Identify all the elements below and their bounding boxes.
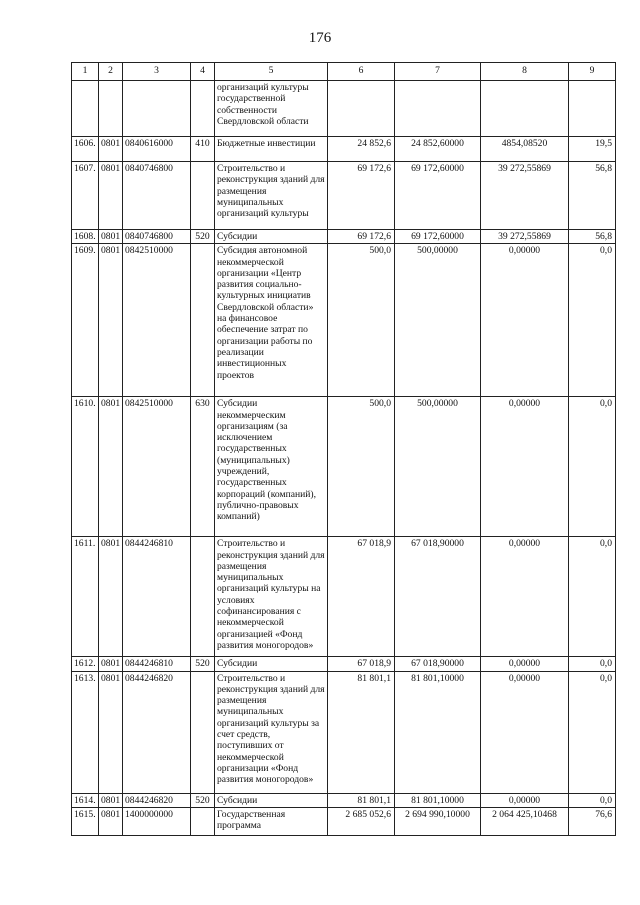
cell-section: 0801 bbox=[99, 137, 123, 162]
cell-section: 0801 bbox=[99, 230, 123, 244]
column-header: 5 bbox=[215, 63, 328, 81]
cell-expense-type: 630 bbox=[191, 397, 215, 537]
cell-section: 0801 bbox=[99, 793, 123, 807]
cell-executed: 2 064 425,10468 bbox=[481, 807, 569, 835]
cell-name: Субсидии bbox=[215, 657, 328, 671]
column-header: 6 bbox=[328, 63, 395, 81]
budget-table bbox=[71, 62, 616, 836]
cell-name: Субсидии bbox=[215, 230, 328, 244]
header-row bbox=[72, 63, 616, 81]
table-row bbox=[72, 793, 616, 807]
table-row bbox=[72, 657, 616, 671]
cell-expense-type bbox=[191, 537, 215, 657]
cell-expense-type bbox=[191, 81, 215, 137]
cell-section: 0801 bbox=[99, 162, 123, 230]
cell-percent bbox=[569, 81, 616, 137]
cell-percent: 56,8 bbox=[569, 230, 616, 244]
cell-percent: 0,0 bbox=[569, 537, 616, 657]
cell-number: 1612. bbox=[72, 657, 99, 671]
page-number: 176 bbox=[308, 30, 332, 46]
column-header: 4 bbox=[191, 63, 215, 81]
cell-number: 1606. bbox=[72, 137, 99, 162]
cell-executed: 0,00000 bbox=[481, 537, 569, 657]
table-row bbox=[72, 162, 616, 230]
cell-approved: 2 694 990,10000 bbox=[395, 807, 481, 835]
cell-number: 1614. bbox=[72, 793, 99, 807]
cell-plan: 81 801,1 bbox=[328, 671, 395, 793]
cell-approved: 24 852,60000 bbox=[395, 137, 481, 162]
cell-name: Государственная программа bbox=[215, 807, 328, 835]
cell-number bbox=[72, 81, 99, 137]
cell-section: 0801 bbox=[99, 657, 123, 671]
cell-approved: 81 801,10000 bbox=[395, 671, 481, 793]
cell-executed: 4854,08520 bbox=[481, 137, 569, 162]
cell-number: 1609. bbox=[72, 244, 99, 397]
table-row bbox=[72, 671, 616, 793]
cell-section: 0801 bbox=[99, 397, 123, 537]
table-row bbox=[72, 81, 616, 137]
cell-plan: 67 018,9 bbox=[328, 537, 395, 657]
cell-plan: 81 801,1 bbox=[328, 793, 395, 807]
table-row bbox=[72, 537, 616, 657]
table-row bbox=[72, 397, 616, 537]
cell-percent: 19,5 bbox=[569, 137, 616, 162]
cell-percent: 0,0 bbox=[569, 397, 616, 537]
cell-executed: 39 272,55869 bbox=[481, 162, 569, 230]
cell-target-code: 0844246820 bbox=[123, 793, 191, 807]
column-header: 2 bbox=[99, 63, 123, 81]
cell-percent: 76,6 bbox=[569, 807, 616, 835]
cell-section bbox=[99, 81, 123, 137]
cell-name: Субсидия автономной некоммерческой организации «Центр развития социально-культурных инициатив Свердловской области» на финансовое обеспечение затрат по организации работы по реализации инвестиционных проектов bbox=[215, 244, 328, 397]
cell-number: 1613. bbox=[72, 671, 99, 793]
cell-number: 1608. bbox=[72, 230, 99, 244]
cell-percent: 0,0 bbox=[569, 244, 616, 397]
cell-target-code: 0844246810 bbox=[123, 537, 191, 657]
cell-percent: 0,0 bbox=[569, 657, 616, 671]
cell-executed: 39 272,55869 bbox=[481, 230, 569, 244]
cell-target-code: 0842510000 bbox=[123, 244, 191, 397]
cell-approved bbox=[395, 81, 481, 137]
cell-plan: 500,0 bbox=[328, 244, 395, 397]
table-row bbox=[72, 244, 616, 397]
cell-approved: 67 018,90000 bbox=[395, 657, 481, 671]
cell-name: Субсидии bbox=[215, 793, 328, 807]
cell-target-code: 1400000000 bbox=[123, 807, 191, 835]
cell-expense-type bbox=[191, 671, 215, 793]
cell-percent: 0,0 bbox=[569, 671, 616, 793]
table-row bbox=[72, 137, 616, 162]
cell-expense-type bbox=[191, 244, 215, 397]
cell-plan: 69 172,6 bbox=[328, 162, 395, 230]
cell-target-code: 0840746800 bbox=[123, 162, 191, 230]
column-header: 3 bbox=[123, 63, 191, 81]
cell-plan: 24 852,6 bbox=[328, 137, 395, 162]
cell-name: Бюджетные инвестиции bbox=[215, 137, 328, 162]
column-header: 7 bbox=[395, 63, 481, 81]
cell-approved: 69 172,60000 bbox=[395, 230, 481, 244]
cell-plan bbox=[328, 81, 395, 137]
cell-expense-type: 520 bbox=[191, 657, 215, 671]
cell-section: 0801 bbox=[99, 807, 123, 835]
cell-executed: 0,00000 bbox=[481, 397, 569, 537]
cell-plan: 2 685 052,6 bbox=[328, 807, 395, 835]
cell-approved: 67 018,90000 bbox=[395, 537, 481, 657]
cell-expense-type bbox=[191, 807, 215, 835]
cell-section: 0801 bbox=[99, 537, 123, 657]
cell-expense-type: 520 bbox=[191, 793, 215, 807]
cell-section: 0801 bbox=[99, 244, 123, 397]
cell-name: Строительство и реконструкция зданий для размещения муниципальных организаций культуры на условиях софинансирования с некоммерческой организацией «Фонд развития моногородов» bbox=[215, 537, 328, 657]
cell-number: 1607. bbox=[72, 162, 99, 230]
cell-section: 0801 bbox=[99, 671, 123, 793]
cell-target-code: 0840616000 bbox=[123, 137, 191, 162]
cell-target-code: 0844246820 bbox=[123, 671, 191, 793]
cell-executed: 0,00000 bbox=[481, 657, 569, 671]
cell-expense-type bbox=[191, 162, 215, 230]
cell-executed: 0,00000 bbox=[481, 244, 569, 397]
cell-target-code bbox=[123, 81, 191, 137]
cell-number: 1610. bbox=[72, 397, 99, 537]
cell-executed: 0,00000 bbox=[481, 793, 569, 807]
cell-plan: 69 172,6 bbox=[328, 230, 395, 244]
column-header: 8 bbox=[481, 63, 569, 81]
cell-target-code: 0840746800 bbox=[123, 230, 191, 244]
cell-plan: 67 018,9 bbox=[328, 657, 395, 671]
table-row bbox=[72, 230, 616, 244]
cell-percent: 56,8 bbox=[569, 162, 616, 230]
cell-approved: 81 801,10000 bbox=[395, 793, 481, 807]
cell-expense-type: 520 bbox=[191, 230, 215, 244]
cell-name: Субсидии некоммерческим организациям (за исключением государственных (муниципальных) учреждений, государственных корпораций (компаний), публично-правовых компаний) bbox=[215, 397, 328, 537]
cell-target-code: 0842510000 bbox=[123, 397, 191, 537]
cell-executed: 0,00000 bbox=[481, 671, 569, 793]
cell-number: 1611. bbox=[72, 537, 99, 657]
cell-approved: 500,00000 bbox=[395, 244, 481, 397]
cell-expense-type: 410 bbox=[191, 137, 215, 162]
cell-approved: 500,00000 bbox=[395, 397, 481, 537]
cell-plan: 500,0 bbox=[328, 397, 395, 537]
cell-percent: 0,0 bbox=[569, 793, 616, 807]
cell-name: Строительство и реконструкция зданий для размещения муниципальных организаций культуры bbox=[215, 162, 328, 230]
cell-name: организаций культуры государственной собственности Свердловской области bbox=[215, 81, 328, 137]
cell-approved: 69 172,60000 bbox=[395, 162, 481, 230]
table-row bbox=[72, 807, 616, 835]
cell-name: Строительство и реконструкция зданий для размещения муниципальных организаций культуры за счет средств, поступивших от некоммерческой организации «Фонд развития моногородов» bbox=[215, 671, 328, 793]
column-header: 1 bbox=[72, 63, 99, 81]
column-header: 9 bbox=[569, 63, 616, 81]
cell-executed bbox=[481, 81, 569, 137]
cell-number: 1615. bbox=[72, 807, 99, 835]
cell-target-code: 0844246810 bbox=[123, 657, 191, 671]
